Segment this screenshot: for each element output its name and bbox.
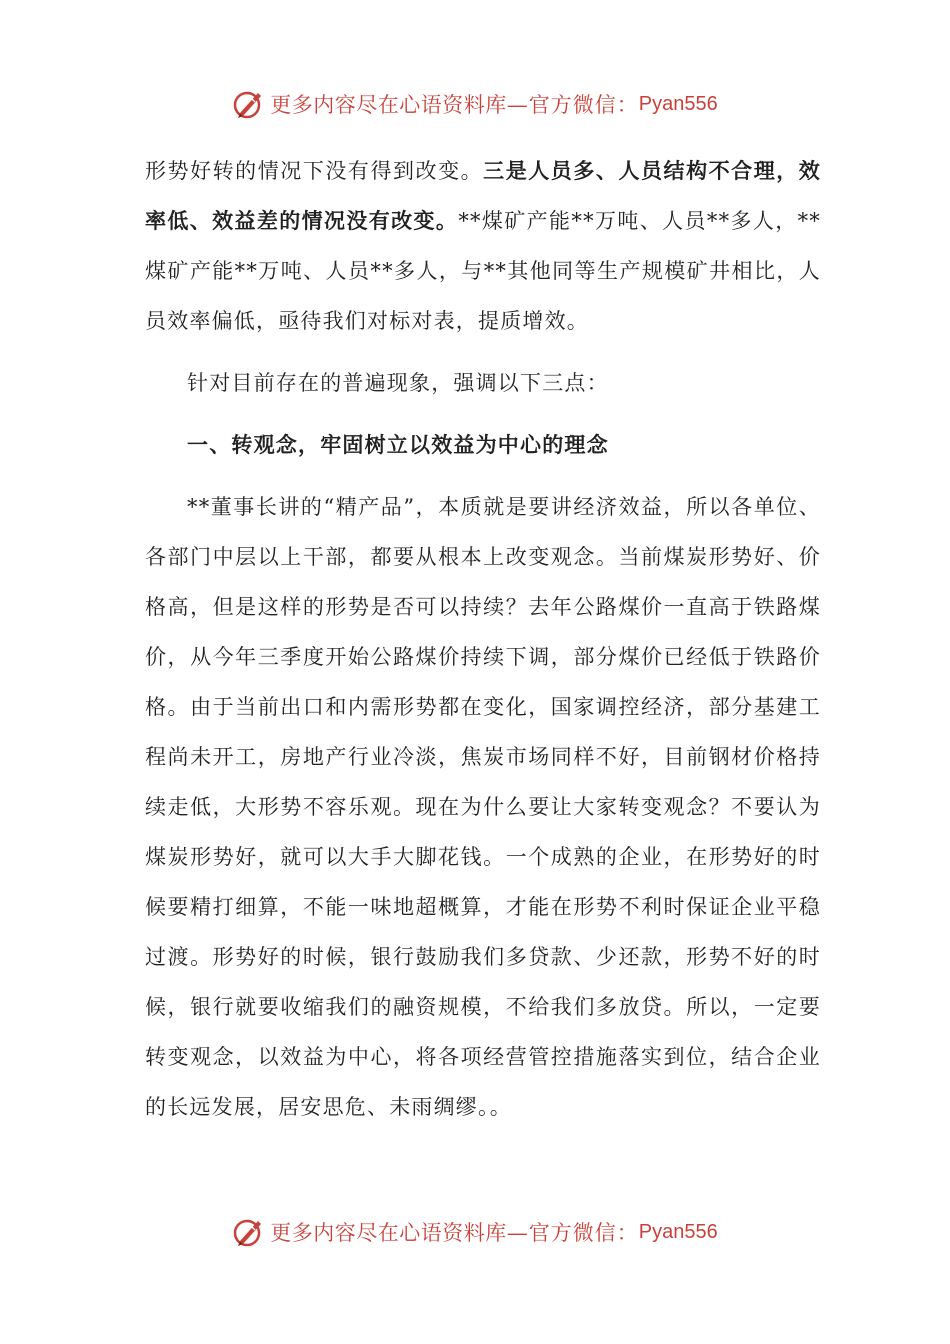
- document-body: [145, 146, 821, 1132]
- pen-logo-icon: [232, 87, 266, 121]
- footer-banner: [0, 1210, 950, 1254]
- paragraph-1: [145, 146, 821, 346]
- pen-logo-icon: [232, 1215, 266, 1249]
- paragraph-2: 针对目前存在的普遍现象，强调以下三点：: [187, 371, 609, 395]
- banner-title: 更多内容尽在心语资料库: [270, 1221, 507, 1245]
- paragraph-1-bold: 三是人员多、人员结构不合理，效率低、效益差的情况没有改变。: [145, 158, 821, 233]
- banner-dash-label: —官方微信：: [506, 93, 639, 117]
- paragraph-1-start: 形势好转的情况下没有得到改变。: [145, 159, 484, 183]
- banner-wechat-id: Pyan556: [638, 1220, 718, 1243]
- paragraph-1-end: **煤矿产能**万吨、人员**多人，**煤矿产能**万吨、人员**多人，与**其他同等生产规模矿井相比，人员效率偏低，亟待我们对标对表，提质增效。: [145, 209, 821, 333]
- paragraph-3: **董事长讲的“精产品”，本质就是要讲经济效益，所以各单位、各部门中层以上干部，都要从根本上改变观念。当前煤炭形势好、价格高，但是这样的形势是否可以持续？去年公路煤价一直高于铁路煤价，从今年三季度开始公路煤价持续下调，部分煤价已经低于铁路价格。由于当前出口和内需形势都在变化，国家调控经济，部分基建工程尚未开工，房地产行业冷淡，焦炭市场同样不好，目前钢材价格持续走低，大形势不容乐观。现在为什么要让大家转变观念？不要认为煤炭形势好，就可以大手大脚花钱。一个成熟的企业，在形势好的时候要精打细算，不能一味地超概算，才能在形势不利时保证企业平稳过渡。形势好的时候，银行鼓励我们多贷款、少还款，形势不好的时候，银行就要收缩我们的融资规模，不给我们多放贷。所以，一定要转变观念，以效益为中心，将各项经营管控措施落实到位，结合企业的长远发展，居安思危、未雨绸缪。。: [145, 495, 821, 1119]
- banner-title: 更多内容尽在心语资料库: [270, 93, 507, 117]
- banner-dash-label: —官方微信：: [506, 1221, 639, 1245]
- banner-wechat-id: Pyan556: [638, 92, 718, 115]
- section-heading-1: 一、转观念，牢固树立以效益为中心的理念: [187, 432, 609, 457]
- header-banner: [0, 82, 950, 126]
